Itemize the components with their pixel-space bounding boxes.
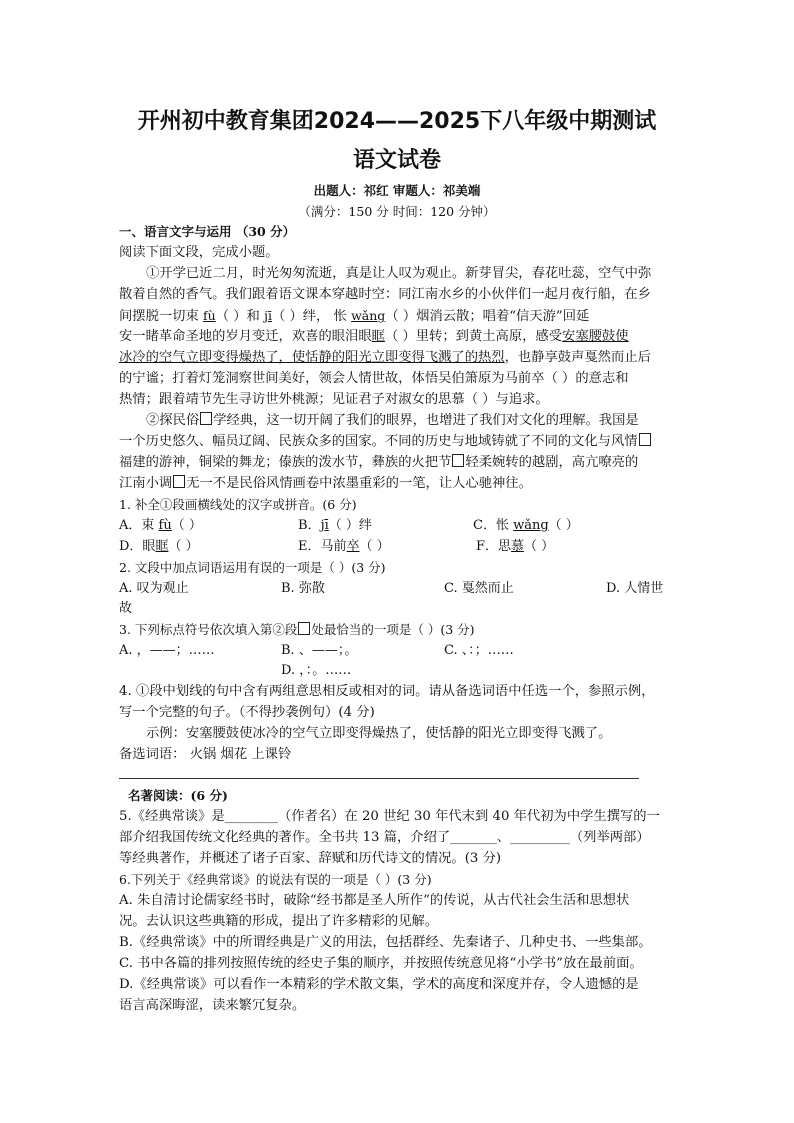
char-underline: 眶 [155, 539, 169, 554]
q2-option-b: B. 弥散 [281, 581, 325, 596]
text-span: E．马前 [298, 539, 347, 554]
blank-box [639, 433, 651, 446]
para2-line [119, 453, 638, 473]
pinyin-underline: wǎng [513, 518, 549, 533]
blank-box [200, 412, 212, 425]
char-underline: 卒 [346, 539, 360, 554]
para1-line: 散着自然的香气。我们跟着语文课本穿越时空：同江南水乡的小伙伴们一起月夜行船，在乡 [119, 287, 651, 302]
section-instruction: 阅读下面文段，完成小题。 [119, 245, 279, 260]
q2-stem: 2. 文段中加点词语运用有误的一项是（ ）(3 分) [119, 560, 386, 575]
text-span: 轻柔婉转的越剧，高亢嘹亮的 [465, 455, 639, 470]
char-underline: 眶 [371, 329, 385, 344]
text-span: （ ）里转；到黄土高原，感受 [384, 329, 563, 344]
text-span: B． [298, 518, 321, 533]
text-span: （ ） [524, 539, 555, 554]
q1-option-e [298, 537, 390, 557]
para1-line: 的宁谧；打着灯笼洞察世间美好，领会人情世故，体悟吴伯箫原为马前卒（ ）的意志和 [119, 371, 629, 386]
text-span: 安一睹革命圣地的岁月变迁，欢喜的眼泪眼 [119, 329, 372, 344]
blank-box [452, 454, 464, 467]
q6-option-line: A. 朱自清讨论儒家经书时，破除“经书都是圣人所作”的传说，从古代社会生活和思想状 [119, 893, 630, 908]
q5-line: 等经典著作，并概述了诸子百家、辞赋和历代诗文的情况。(3 分) [119, 851, 502, 866]
text-span: 学经典，这一切开阔了我们的眼界，也增进了我们对文化的理解。我国是 [213, 413, 639, 428]
q2-option-c: C. 戛然而止 [444, 581, 514, 596]
exam-subtitle: 语文试卷 [352, 148, 441, 173]
q6-option-line: 况。去认识这些典籍的形成，提出了许多精彩的见解。 [119, 914, 439, 929]
exam-authors: 出题人：祁红 审题人：祁美端 [313, 183, 481, 198]
q5-line: 部介绍我国传统文化经典的著作。全书共 13 篇，介绍了_______、_________（列举两部） [119, 830, 650, 845]
blank-box [173, 475, 185, 488]
q5-line: 5.《经典常谈》是________（作者名）在 20 世纪 30 年代末到 40 年代初为中学生撰写的一 [119, 809, 660, 824]
text-span: （ ） [548, 518, 579, 533]
exam-info: （满分：150 分 时间：120 分钟） [298, 204, 496, 219]
q4-stem: 4. ①段中划线的句中含有两组意思相反或相对的词。请从备选词语中任选一个，参照示例， [119, 684, 655, 699]
pinyin-underline: jī [320, 518, 329, 533]
text-span: F．思 [476, 539, 512, 554]
q1-option-b [298, 516, 372, 536]
exam-title: 开州初中教育集团2024——2025下八年级中期测试 [137, 109, 657, 134]
text-span: C．怅 [473, 518, 514, 533]
char-underline: 慕 [511, 539, 525, 554]
pinyin-underline: fù [158, 518, 172, 533]
pinyin-underline: fù [203, 308, 216, 323]
q3-option-c: C. 、：；…… [444, 643, 514, 658]
q3-option-a: A. ，——；…… [119, 643, 215, 658]
para1-line [119, 327, 629, 347]
text-span: （ ）烟消云散；唱着“信天游”回延 [385, 309, 590, 324]
q3-option-b: B. 、——；。 [281, 643, 358, 658]
q1-option-a [119, 516, 202, 536]
text-span: （ ）和 [215, 309, 265, 324]
q4-example: 示例：安塞腰鼓使冰冷的空气立即变得燥热了，使恬静的阳光立即变得飞溅了。 [146, 726, 612, 741]
text-span: 福建的游神，铜梁的舞龙；傣族的泼水节，彝族的火把节 [119, 455, 452, 470]
para1-line: 热情；跟着靖节先生寻访世外桃源；见证君子对淑女的思慕（ ）与追求。 [119, 392, 549, 407]
q4-candidates: 备选词语： 火锅 烟花 上课铃 [119, 747, 292, 762]
q4-stem-continued: 写一个完整的句子。（不得抄袭例句）(4 分) [119, 705, 375, 720]
text-span: 江南小调 [119, 476, 173, 491]
reading-heading: 名著阅读：(6 分) [128, 788, 228, 803]
sentence-underline: 冰冷的空气立即变得燥热了，使恬静的阳光立即变得飞溅了的热烈 [119, 350, 505, 365]
pinyin-underline: jī [264, 308, 272, 323]
para2-line [146, 411, 639, 431]
para2-line [119, 432, 652, 452]
text-span: （ ）绊 [328, 518, 372, 533]
text-span: （ ）绊， 怅 [271, 309, 352, 324]
text-span: D．眼 [119, 539, 156, 554]
text-span: ②探民俗 [146, 413, 200, 428]
q6-stem: 6.下列关于《经典常谈》的说法有误的一项是（ ）(3 分) [119, 872, 432, 887]
text-span: （ ） [171, 518, 202, 533]
para1-line [119, 306, 589, 327]
section-divider [119, 778, 639, 779]
text-span: 一个历史悠久、幅员辽阔、民族众多的国家。不同的历史与地域铸就了不同的文化与风情 [119, 434, 638, 449]
text-span: 3. 下列标点符号依次填入第②段 [119, 622, 298, 637]
q6-option-line: C. 书中各篇的排列按照传统的经史子集的顺序，并按照传统意见将“小学书”放在最前面。 [119, 956, 643, 971]
q1-option-c [473, 516, 579, 536]
blank-box [298, 622, 310, 635]
q6-option-line: D.《经典常谈》可以看作一本精彩的学术散文集，学术的高度和深度并存，令人遗憾的是 [119, 977, 639, 992]
q1-stem: 1. 补全①段画横线处的汉字或拼音。(6 分) [119, 497, 357, 512]
q1-option-f [476, 537, 554, 557]
text-span: 间摆脱一切束 [119, 309, 204, 324]
q2-option-d: D. 人情世 [606, 581, 664, 596]
q6-option-line: 语言高深晦涩，读来繁冗复杂。 [119, 998, 306, 1013]
pinyin-underline: wǎng [351, 308, 386, 323]
text-span: ，也静享鼓声戛然而止后 [504, 350, 651, 365]
text-span: A．束 [119, 518, 159, 533]
section-heading: 一、语言文字与运用 （30 分） [119, 224, 296, 239]
q3-stem [119, 620, 475, 640]
para1-line [119, 348, 651, 368]
q6-option-line: B.《经典常谈》中的所谓经典是广义的用法，包括群经、先秦诸子、几种史书、一些集部。 [119, 935, 652, 950]
q1-option-d [119, 537, 199, 557]
text-span: 处最恰当的一项是（ ）(3 分) [311, 622, 475, 637]
para1-line: ①开学已近二月，时光匆匆流逝，真是让人叹为观止。新芽冒尖，春花吐蕊，空气中弥 [146, 266, 652, 281]
para2-line [119, 474, 532, 494]
text-span: 无一不是民俗风情画卷中浓墨重彩的一笔，让人心驰神往。 [186, 476, 532, 491]
q3-option-d: D. ，：。…… [281, 663, 352, 678]
text-span: （ ） [168, 539, 199, 554]
sentence-underline: 安塞腰鼓使 [562, 329, 629, 344]
q2-option-a: A. 叹为观止 [119, 581, 189, 596]
text-span: （ ） [359, 539, 390, 554]
q2-option-d-wrap: 故 [119, 601, 133, 616]
